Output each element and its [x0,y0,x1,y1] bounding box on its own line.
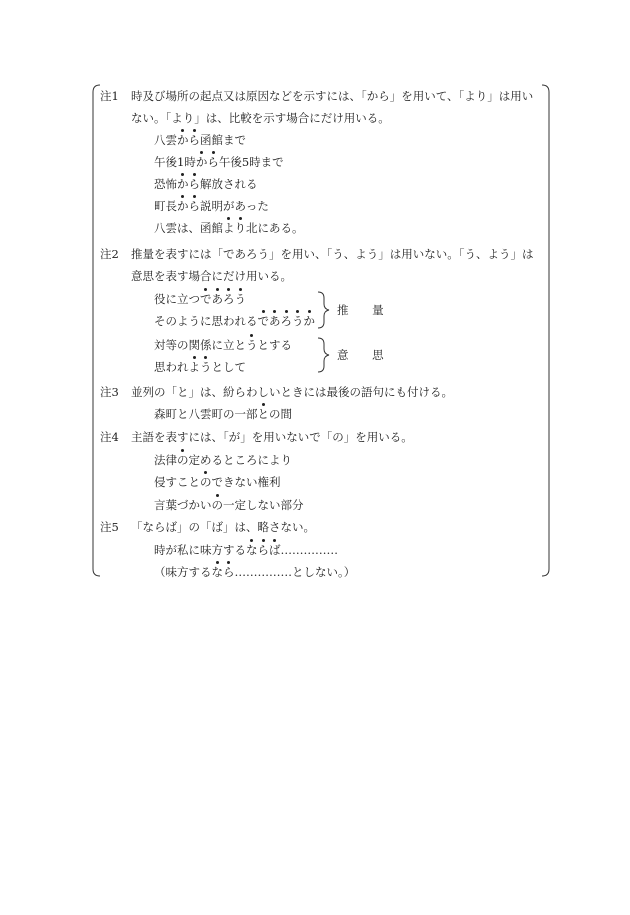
right-bracket [542,85,549,576]
emphasis-dot-char: ら [188,177,200,191]
emphasis-dot-char: ら [188,133,200,147]
emphasis-text [212,498,224,512]
brace-label-suikei: 推 量 [337,303,394,317]
example-line: 法律の定めるところにより [154,453,292,467]
emphasis-text [246,543,281,557]
emphasis-dot-char: で [257,314,269,328]
emphasis-dot-char: な [211,565,223,579]
emphasis-dot-char: ろ [223,292,235,306]
emphasis-dot-char: か [177,177,189,191]
emphasis-text [223,221,246,235]
note-text: 意思を表す場合にだけ用いる。 [131,269,292,283]
emphasis-text [258,314,316,328]
notes-panel [92,84,550,578]
example-line: 時が私に味方するならば…………… [154,543,338,557]
note-text: 主語を表すには、「が」を用いないで「の」を用いる。 [131,430,413,444]
example-line: 八雲から函館まで [154,133,246,147]
note-text: 「ならば」の「ば」は、略さない。 [131,520,315,534]
example-line: 役に立つであろう [154,292,246,306]
note-label: 注4 [100,430,119,444]
emphasis-dot-char: よ [188,360,200,374]
emphasis-dot-char: で [200,292,212,306]
emphasis-text [189,360,212,374]
note-label: 注2 [100,247,119,261]
note-label: 注5 [100,520,119,534]
brace-label-ishi: 意 思 [337,348,394,362]
example-line: 言葉づかいの一定しない部分 [154,498,304,512]
emphasis-dot-char: あ [211,292,223,306]
example-line: 八雲は、函館より北にある。 [154,221,304,235]
emphasis-dot-char: か [195,155,208,169]
emphasis-dot-char: ら [257,543,269,557]
emphasis-dot-char: の [200,475,212,489]
emphasis-dot-char: な [246,543,258,557]
note-text: 推量を表すには「であろう」を用い、「う、よう」は用いない。「う、よう」は [131,247,534,261]
note-text: 並列の「と」は、紛らわしいときには最後の語句にも付ける。 [131,385,453,399]
emphasis-dot-char: ら [188,199,200,213]
emphasis-text [200,475,212,489]
emphasis-dot-char: う [234,292,246,306]
emphasis-dot-char: あ [269,314,281,328]
emphasis-text [200,292,246,306]
emphasis-dot-char: う [200,360,212,374]
emphasis-dot-char: と [257,407,269,421]
emphasis-dot-char: の [211,498,223,512]
emphasis-dot-char: ら [223,565,235,579]
emphasis-text [212,565,235,579]
example-line: 対等の関係に立とうとする [154,338,292,352]
emphasis-dot-char: か [177,133,189,147]
brace-ishi [318,338,329,372]
emphasis-text [177,133,200,147]
note-text: 時及び場所の起点又は原因などを示すには、「から」を用いて、「より」は用い [131,89,534,103]
example-line: 森町と八雲町の一部との間 [154,407,292,421]
emphasis-dot-char: か [303,314,315,328]
emphasis-text [196,155,219,169]
example-line: 恐怖から解放される [154,177,258,191]
example-line: 侵すことのできない権利 [154,475,281,489]
emphasis-dot-char: り [234,221,246,235]
emphasis-dot-char: ろ [280,314,292,328]
example-line: 午後1時から午後5時まで [154,155,284,169]
emphasis-text [246,338,258,352]
emphasis-dot-char: か [177,199,189,213]
emphasis-text [177,177,200,191]
example-line: （味方するなら……………としない。） [154,565,356,579]
emphasis-dot-char: ら [207,155,219,169]
emphasis-dot-char: の [177,453,189,467]
emphasis-dot-char: う [246,338,258,352]
emphasis-dot-char: ば [269,543,281,557]
emphasis-dot-char: う [292,314,304,328]
example-line: 思われようとして [154,360,246,374]
example-line: 町長から説明があった [154,199,269,213]
emphasis-text [177,453,189,467]
emphasis-text [177,199,200,213]
note-text: ない。「より」は、比較を示す場合にだけ用いる。 [131,111,390,125]
left-bracket [93,85,100,576]
emphasis-text [258,407,270,421]
emphasis-dot-char: よ [223,221,235,235]
note-label: 注1 [100,89,119,103]
example-line: そのように思われるであろうか [154,314,315,328]
brace-suikei [318,292,329,328]
note-label: 注3 [100,385,119,399]
